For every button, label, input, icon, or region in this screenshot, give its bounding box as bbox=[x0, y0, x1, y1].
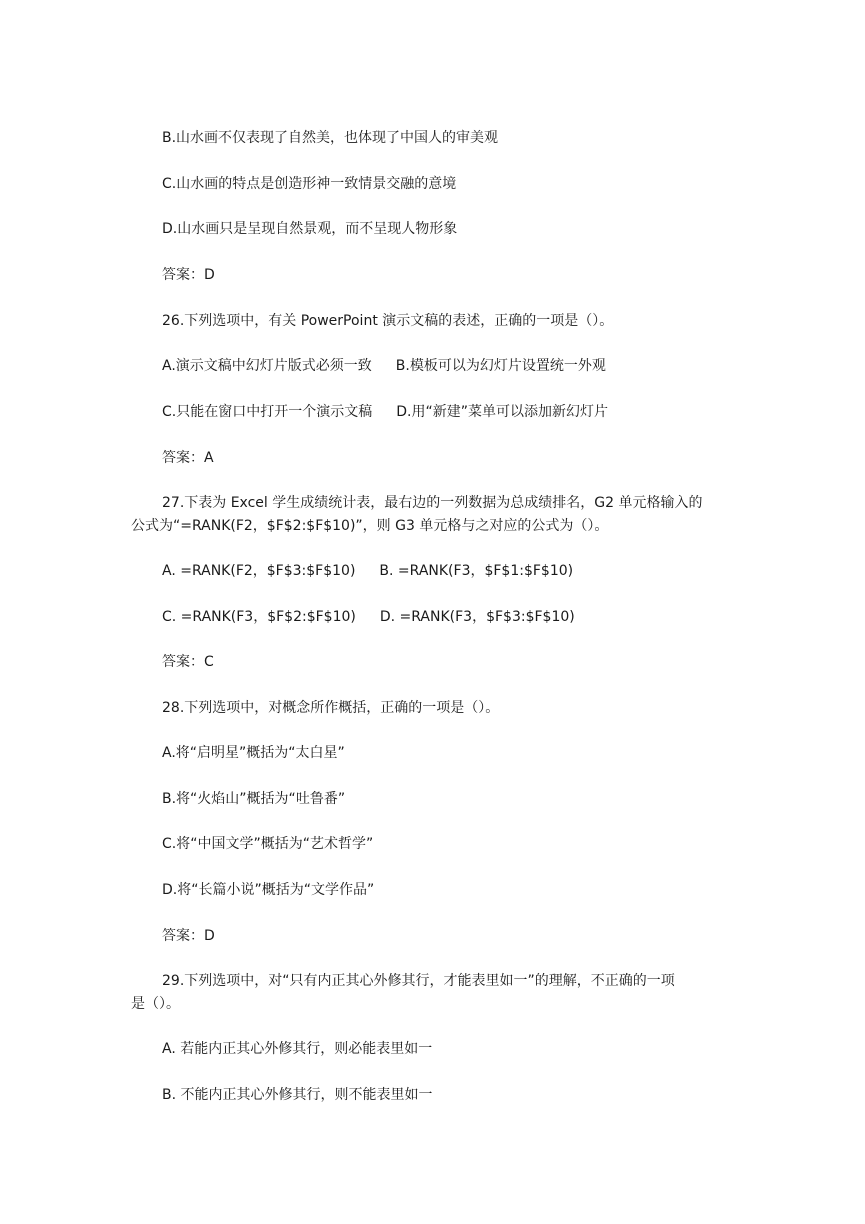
q27-stem-line-2: 公式为“=RANK(F2，$F$2:$F$10)”，则 G3 单元格与之对应的公式为（）。 bbox=[131, 518, 609, 534]
q28-option-d: D.将“长篇小说”概括为“文学作品” bbox=[162, 882, 375, 898]
q26-stem: 26.下列选项中，有关 PowerPoint 演示文稿的表述，正确的一项是（）。 bbox=[162, 313, 614, 329]
q26-option-d: D.用“新建”菜单可以添加新幻灯片 bbox=[396, 404, 608, 420]
q26-option-c: C.只能在窗口中打开一个演示文稿 bbox=[162, 404, 373, 420]
q27-option-a: A. =RANK(F2，$F$3:$F$10) bbox=[162, 563, 356, 579]
q28-option-b: B.将“火焰山”概括为“吐鲁番” bbox=[162, 791, 346, 807]
q27-answer: 答案：C bbox=[162, 654, 214, 670]
q27-option-c: C. =RANK(F3，$F$2:$F$10) bbox=[162, 609, 356, 625]
q29-stem-line-1: 29.下列选项中，对“只有内正其心外修其行，才能表里如一”的理解，不正确的一项 bbox=[162, 973, 675, 989]
q27-options-row-1 bbox=[162, 562, 573, 580]
q25-option-d: D.山水画只是呈现自然景观，而不呈现人物形象 bbox=[162, 221, 458, 237]
q26-answer: 答案：A bbox=[162, 450, 214, 466]
q26-options-row-2 bbox=[162, 403, 608, 421]
q28-option-a: A.将“启明星”概括为“太白星” bbox=[162, 745, 345, 761]
q27-option-d: D. =RANK(F3，$F$3:$F$10) bbox=[379, 609, 575, 625]
q28-option-c: C.将“中国文学”概括为“艺术哲学” bbox=[162, 836, 374, 852]
q27-stem-line-1: 27.下表为 Excel 学生成绩统计表，最右边的一列数据为总成绩排名，G2 单元格输入的 bbox=[162, 495, 703, 511]
q27-option-b: B. =RANK(F3，$F$1:$F$10) bbox=[379, 563, 574, 579]
q28-stem: 28.下列选项中，对概念所作概括，正确的一项是（）。 bbox=[162, 700, 500, 716]
q28-answer: 答案：D bbox=[162, 928, 215, 944]
q27-options-row-2 bbox=[162, 608, 575, 626]
q26-option-b: B.模板可以为幻灯片设置统一外观 bbox=[395, 358, 606, 374]
q29-option-a: A. 若能内正其心外修其行，则必能表里如一 bbox=[162, 1041, 433, 1057]
q26-option-a: A.演示文稿中幻灯片版式必须一致 bbox=[162, 358, 372, 374]
q26-options-row-1 bbox=[162, 357, 606, 375]
q25-option-b: B.山水画不仅表现了自然美，也体现了中国人的审美观 bbox=[162, 130, 499, 146]
q29-stem-line-2: 是（）。 bbox=[131, 996, 180, 1012]
q29-option-b: B. 不能内正其心外修其行，则不能表里如一 bbox=[162, 1087, 433, 1103]
q25-option-c: C.山水画的特点是创造形神一致情景交融的意境 bbox=[162, 176, 457, 192]
q25-answer: 答案：D bbox=[162, 267, 215, 283]
